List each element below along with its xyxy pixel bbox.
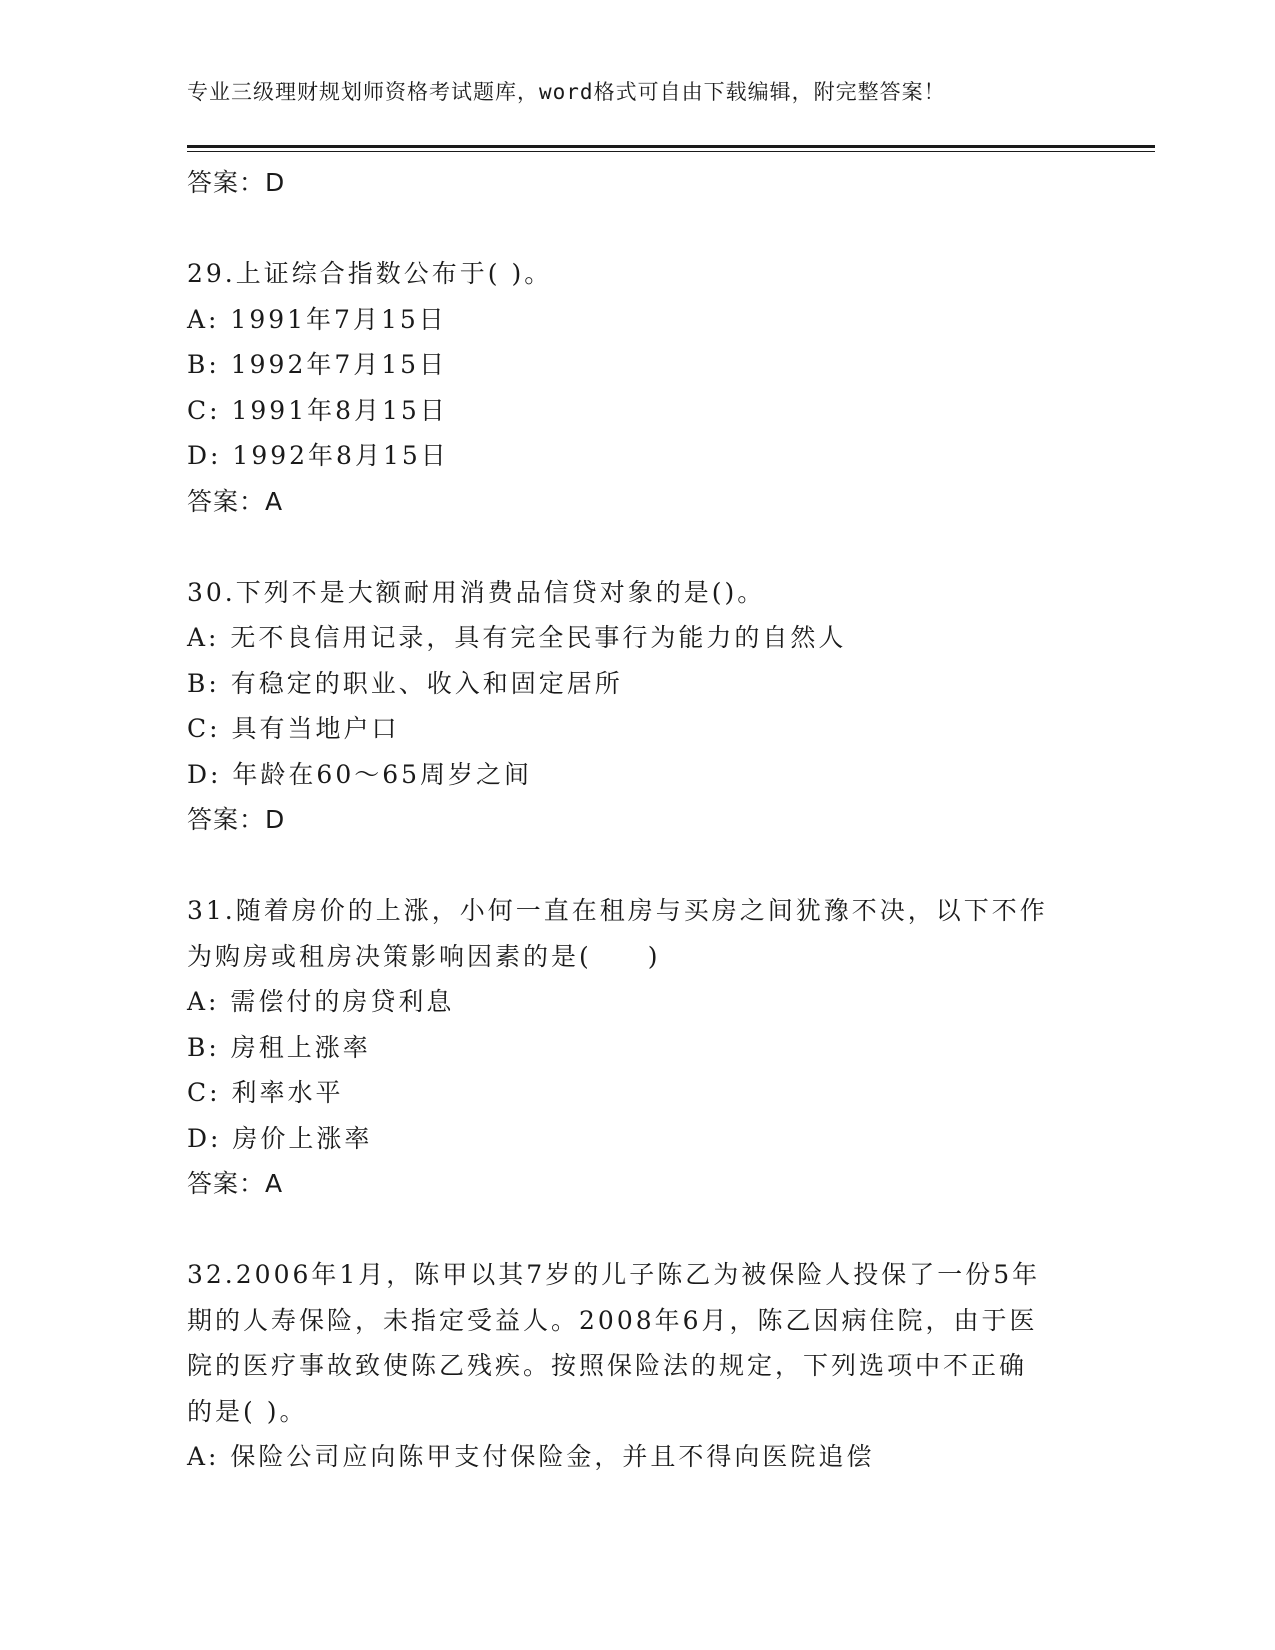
- answer-line: 答案：A: [187, 486, 284, 516]
- option-a: A: 无不良信用记录，具有完全民事行为能力的自然人: [187, 623, 847, 652]
- stem-line: 29.上证综合指数公布于( )。: [187, 259, 553, 288]
- stem-line: 为购房或租房决策影响因素的是( ): [187, 941, 661, 971]
- option-d: D: 1992年8月15日: [187, 441, 449, 470]
- page-header: 专业三级理财规划师资格考试题库，word格式可自由下载编辑，附完整答案！: [187, 80, 946, 104]
- option-c: C: 利率水平: [187, 1078, 344, 1107]
- option-b: B: 1992年7月15日: [187, 350, 448, 379]
- document-body: [187, 160, 1087, 1480]
- header-rule-thick: [187, 145, 1155, 148]
- stem-line: 32.2006年1月，陈甲以其7岁的儿子陈乙为被保险人投保了一份5年: [187, 1260, 1041, 1289]
- option-a: A: 1991年7月15日: [187, 304, 447, 334]
- header-rule-thin: [187, 151, 1155, 152]
- option-b: B: 有稳定的职业、收入和固定居所: [187, 668, 623, 698]
- option-d: D: 年龄在60～65周岁之间: [187, 759, 533, 789]
- stem-line: 的是( )。: [187, 1396, 308, 1426]
- option-a: A: 保险公司应向陈甲支付保险金，并且不得向医院追偿: [187, 1442, 875, 1471]
- question-31: [187, 888, 1087, 1207]
- answer-line: 答案：A: [187, 1169, 284, 1198]
- option-a: A: 需偿付的房贷利息: [187, 987, 455, 1016]
- question-stem: [187, 570, 1087, 616]
- option-b: B: 房租上涨率: [187, 1032, 371, 1062]
- option-d: D: 房价上涨率: [187, 1123, 373, 1153]
- answer-line: 答案：D: [187, 168, 286, 197]
- stem-line: 期的人寿保险，未指定受益人。2008年6月，陈乙因病住院，由于医: [187, 1305, 1038, 1335]
- question-stem: [187, 251, 1087, 297]
- stem-line: 30.下列不是大额耐用消费品信贷对象的是()。: [187, 577, 766, 607]
- answer-line: 答案：D: [187, 805, 286, 834]
- question-stem: [187, 1252, 1087, 1434]
- option-c: C: 具有当地户口: [187, 714, 400, 743]
- question-32: [187, 1252, 1087, 1480]
- stem-line: 院的医疗事故致使陈乙残疾。按照保险法的规定，下列选项中不正确: [187, 1351, 1028, 1380]
- question-30: [187, 570, 1087, 843]
- question-stem: [187, 888, 1087, 979]
- option-c: C: 1991年8月15日: [187, 395, 448, 425]
- question-29: [187, 251, 1087, 524]
- stem-line: 31.随着房价的上涨，小何一直在租房与买房之间犹豫不决，以下不作: [187, 896, 1048, 925]
